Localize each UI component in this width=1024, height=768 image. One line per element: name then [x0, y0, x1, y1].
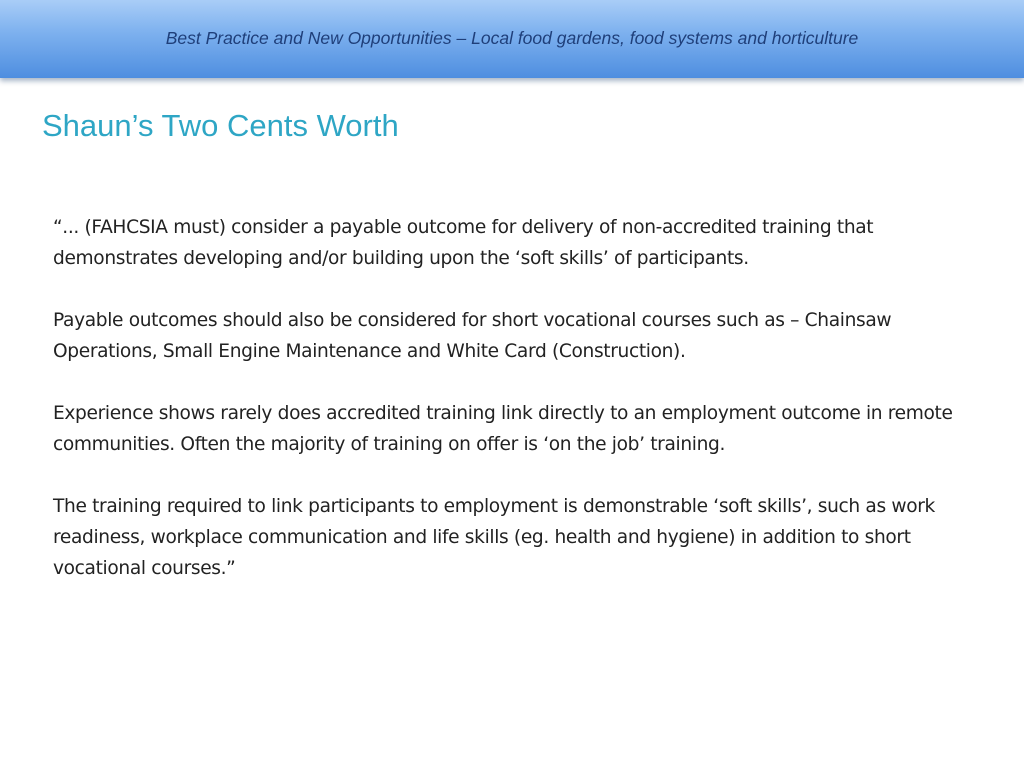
paragraph-1: “... (FAHCSIA must) consider a payable outcome for delivery of non-accredited training that demonstrates developing and/or building upon the ‘soft skills’ of participants.	[53, 217, 874, 269]
slide-title: Shaun’s Two Cents Worth	[42, 108, 399, 143]
header-text: Best Practice and New Opportunities – Local food gardens, food systems and horticulture	[165, 28, 859, 48]
paragraph-4: The training required to link participants to employment is demonstrable ‘soft skills’, such as work readiness, workplace communication and life skills (eg. health and hygiene) in addition to short vocational courses.”	[53, 496, 935, 579]
paragraph-2: Payable outcomes should also be considered for short vocational courses such as – Chainsaw Operations, Small Engine Maintenance and White Card (Construction).	[53, 310, 892, 362]
header-band	[0, 0, 1024, 78]
quote-body	[53, 212, 983, 584]
paragraph-3: Experience shows rarely does accredited training link directly to an employment outcome in remote communities. Often the majority of training on offer is ‘on the job’ training.	[53, 403, 953, 455]
